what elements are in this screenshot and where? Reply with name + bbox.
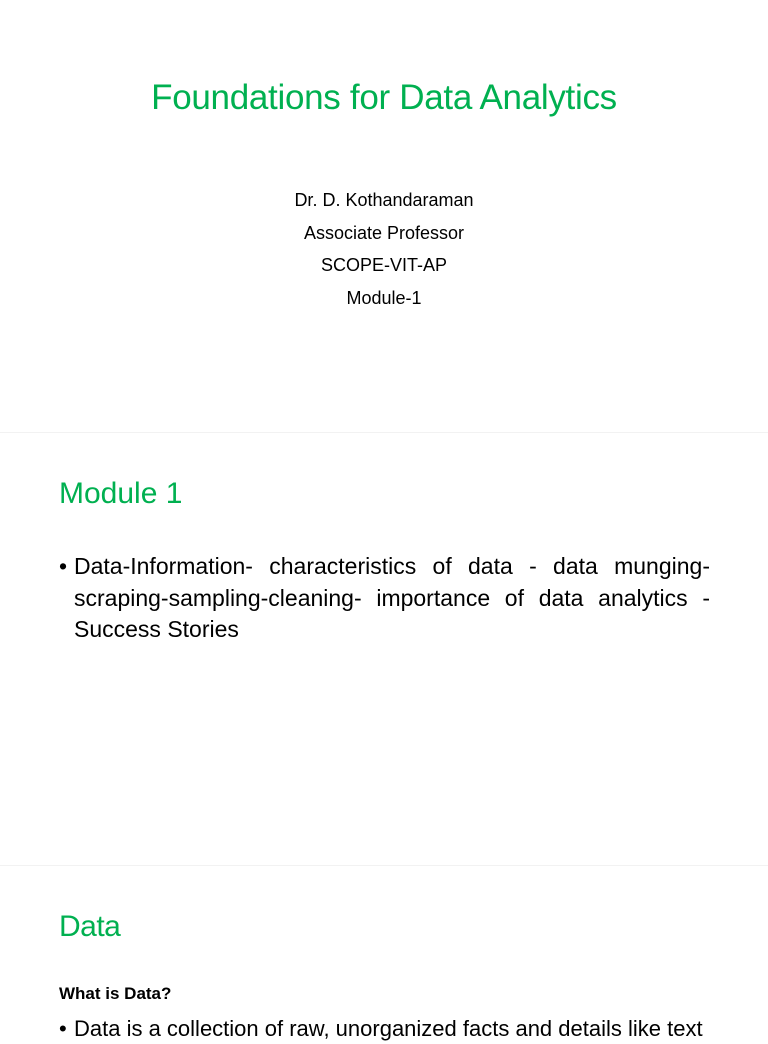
module-slide	[0, 433, 768, 865]
data-heading: Data	[59, 910, 121, 943]
data-slide	[0, 866, 768, 1041]
bullet-icon: •	[59, 1016, 67, 1041]
module-label: Module-1	[346, 287, 422, 308]
syllabus-bullet	[59, 551, 710, 646]
author-name: Dr. D. Kothandaraman	[294, 190, 474, 210]
author-designation: Associate Professor	[303, 222, 465, 243]
syllabus-text: Data-Information- characteristics of data - data munging-scraping-sampling-cleaning- importance of data analytics -Success Stories	[74, 553, 710, 642]
data-definition-text: Data is a collection of raw, unorganized facts and details like text	[74, 1016, 703, 1041]
bullet-icon: •	[59, 553, 68, 579]
author-affiliation: SCOPE-VIT-AP	[320, 255, 448, 275]
data-subheading: What is Data?	[59, 984, 172, 1003]
deck-title: Foundations for Data Analytics	[151, 78, 617, 117]
author-info	[0, 184, 768, 314]
module-heading: Module 1	[59, 477, 183, 510]
data-definition-bullet	[59, 1014, 710, 1044]
title-slide	[0, 0, 768, 432]
